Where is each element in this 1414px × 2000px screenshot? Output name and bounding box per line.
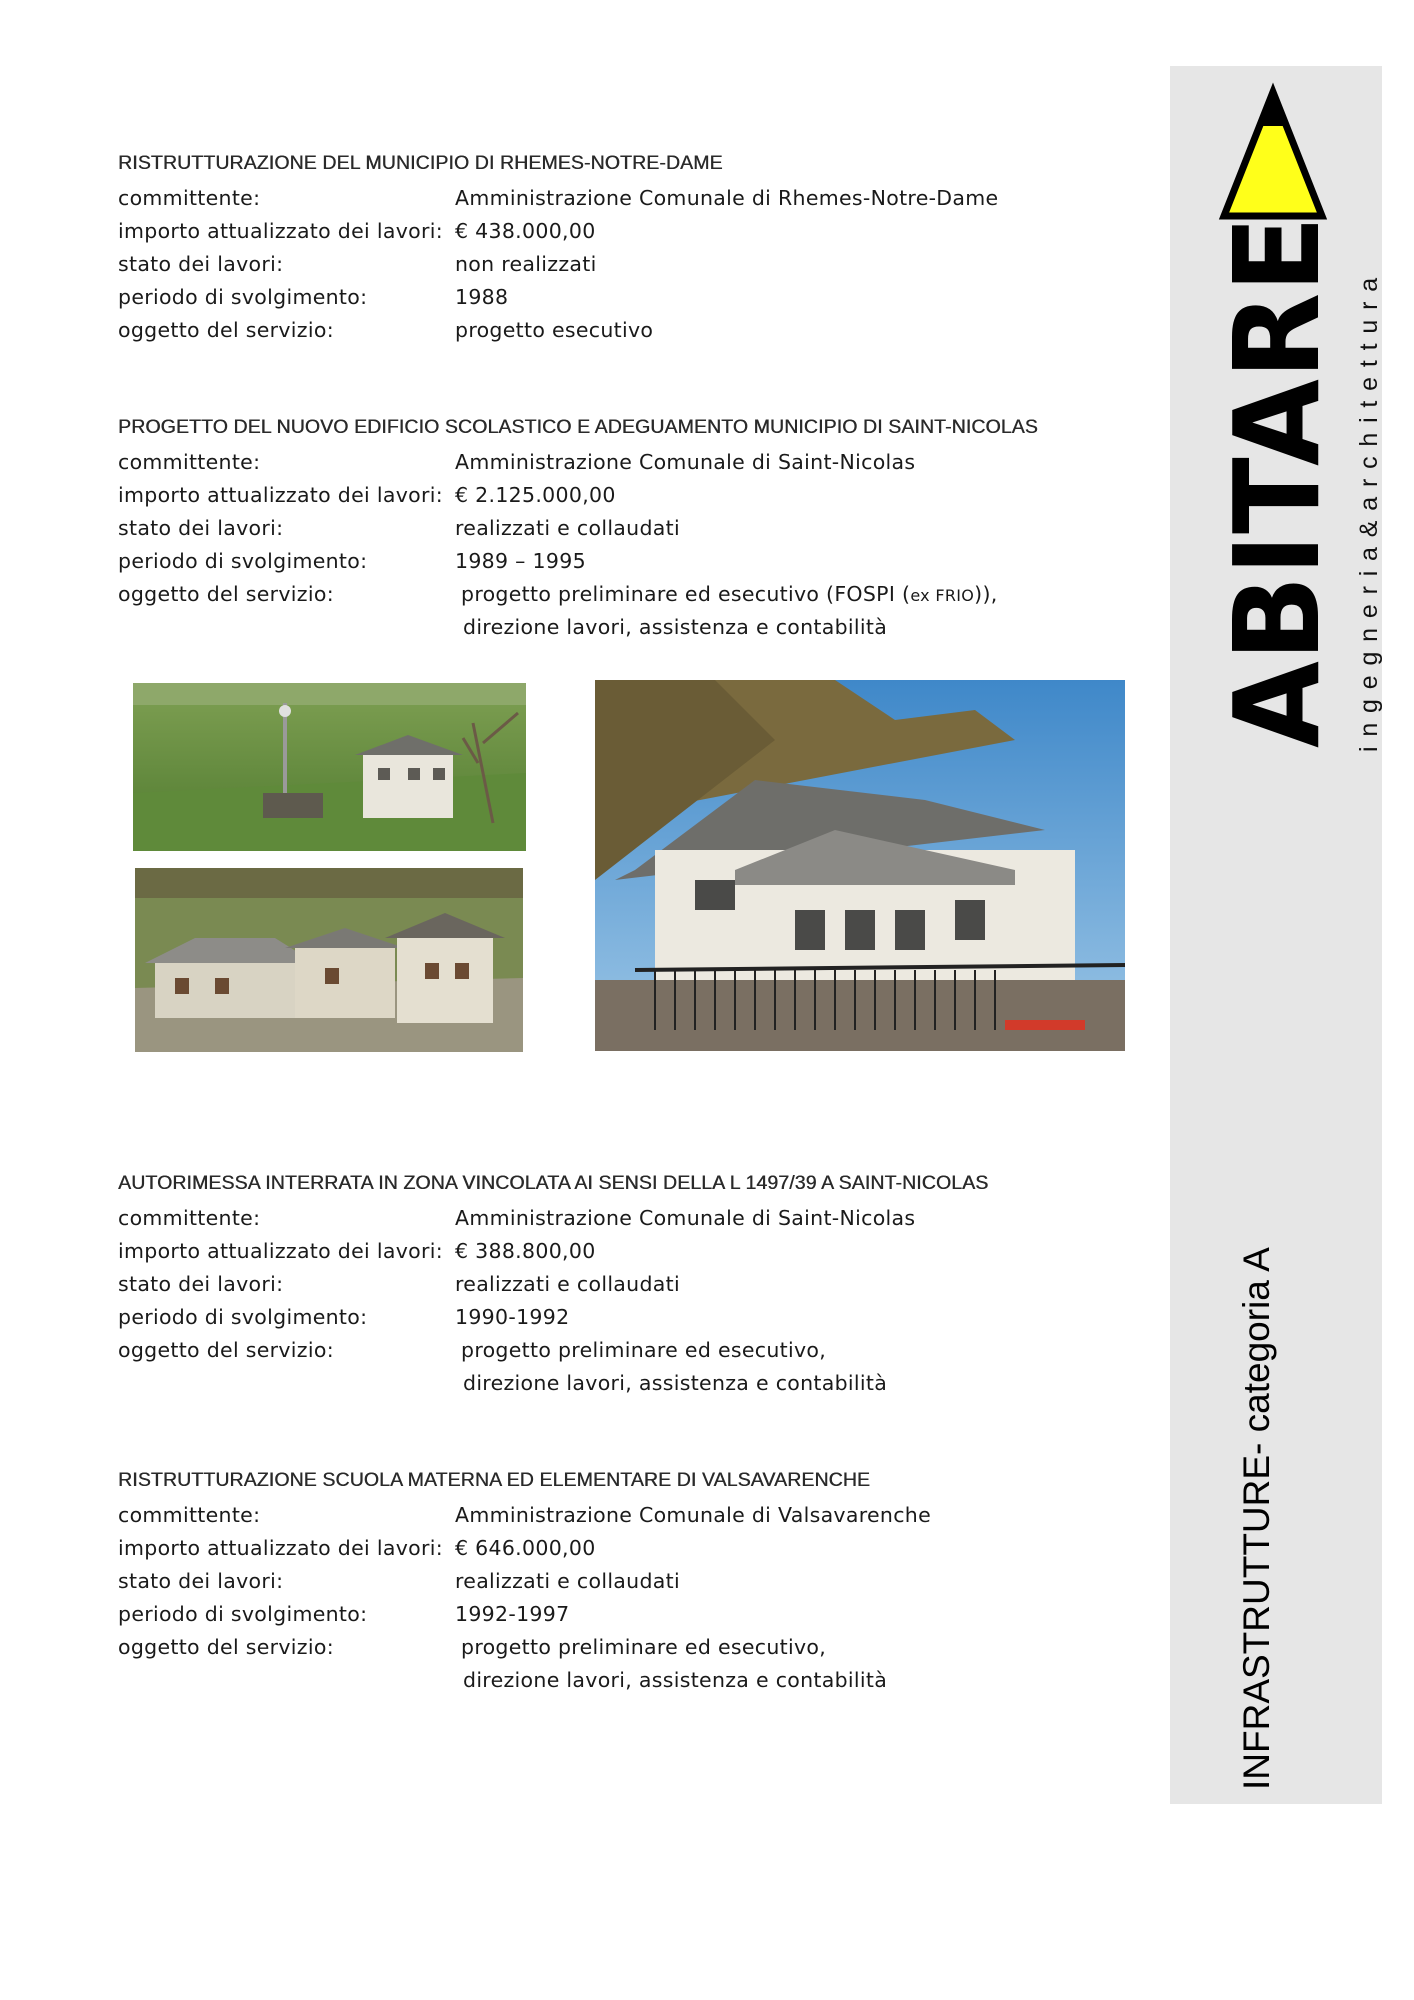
row-periodo: periodo di svolgimento: 1988 (118, 284, 509, 309)
photo-school-building (595, 680, 1125, 1051)
row-importo: importo attualizzato dei lavori: € 388.800,00 (118, 1238, 596, 1263)
row-oggetto-cont: direzione lavori, assistenza e contabilità (463, 1370, 888, 1395)
logo-wordmark: ABITARE (1208, 188, 1346, 748)
row-oggetto: oggetto del servizio: progetto preliminare ed esecutivo (FOSPI (ex FRIO)), (118, 581, 998, 606)
photo-village-buildings (135, 868, 523, 1052)
row-committente: committente: Amministrazione Comunale di Rhemes-Notre-Dame (118, 185, 999, 210)
row-committente: committente: Amministrazione Comunale di Saint-Nicolas (118, 1205, 916, 1230)
logo-subtitle: ingegneria&architettura (1355, 268, 1383, 752)
row-oggetto: oggetto del servizio: progetto preliminare ed esecutivo, (118, 1634, 827, 1659)
project-title: PROGETTO DEL NUOVO EDIFICIO SCOLASTICO E ADEGUAMENTO MUNICIPIO DI SAINT-NICOLAS (118, 416, 1038, 438)
row-committente: committente: Amministrazione Comunale di Valsavarenche (118, 1502, 931, 1527)
project-title: RISTRUTTURAZIONE DEL MUNICIPIO DI RHEMES-NOTRE-DAME (118, 152, 723, 174)
project-title: AUTORIMESSA INTERRATA IN ZONA VINCOLATA AI SENSI DELLA L 1497/39 A SAINT-NICOLAS (118, 1172, 989, 1194)
row-oggetto-cont: direzione lavori, assistenza e contabilità (463, 1667, 888, 1692)
row-stato: stato dei lavori: non realizzati (118, 251, 597, 276)
row-stato: stato dei lavori: realizzati e collaudati (118, 515, 680, 540)
row-stato: stato dei lavori: realizzati e collaudati (118, 1568, 680, 1593)
row-periodo: periodo di svolgimento: 1992-1997 (118, 1601, 570, 1626)
project-rhemes (118, 152, 1138, 346)
project-title: RISTRUTTURAZIONE SCUOLA MATERNA ED ELEMENTARE DI VALSAVARENCHE (118, 1469, 871, 1491)
row-importo: importo attualizzato dei lavori: € 438.000,00 (118, 218, 596, 243)
project-valsavarenche (118, 1469, 1138, 1696)
row-periodo: periodo di svolgimento: 1990-1992 (118, 1304, 570, 1329)
row-committente: committente: Amministrazione Comunale di Saint-Nicolas (118, 449, 916, 474)
row-oggetto: oggetto del servizio: progetto preliminare ed esecutivo, (118, 1337, 827, 1362)
project-autorimessa (118, 1172, 1138, 1399)
row-oggetto-cont: direzione lavori, assistenza e contabilità (463, 614, 888, 639)
section-title: INFRASTRUTTURE- categoria A (1236, 1247, 1277, 1790)
row-stato: stato dei lavori: realizzati e collaudati (118, 1271, 680, 1296)
row-oggetto: oggetto del servizio: progetto esecutivo (118, 317, 654, 342)
photo-site-overview (133, 683, 526, 851)
row-importo: importo attualizzato dei lavori: € 2.125.000,00 (118, 482, 616, 507)
row-importo: importo attualizzato dei lavori: € 646.000,00 (118, 1535, 596, 1560)
pencil-logo-icon (1208, 88, 1346, 758)
row-periodo: periodo di svolgimento: 1989 – 1995 (118, 548, 586, 573)
project-saint-nicolas-school (118, 416, 1138, 643)
